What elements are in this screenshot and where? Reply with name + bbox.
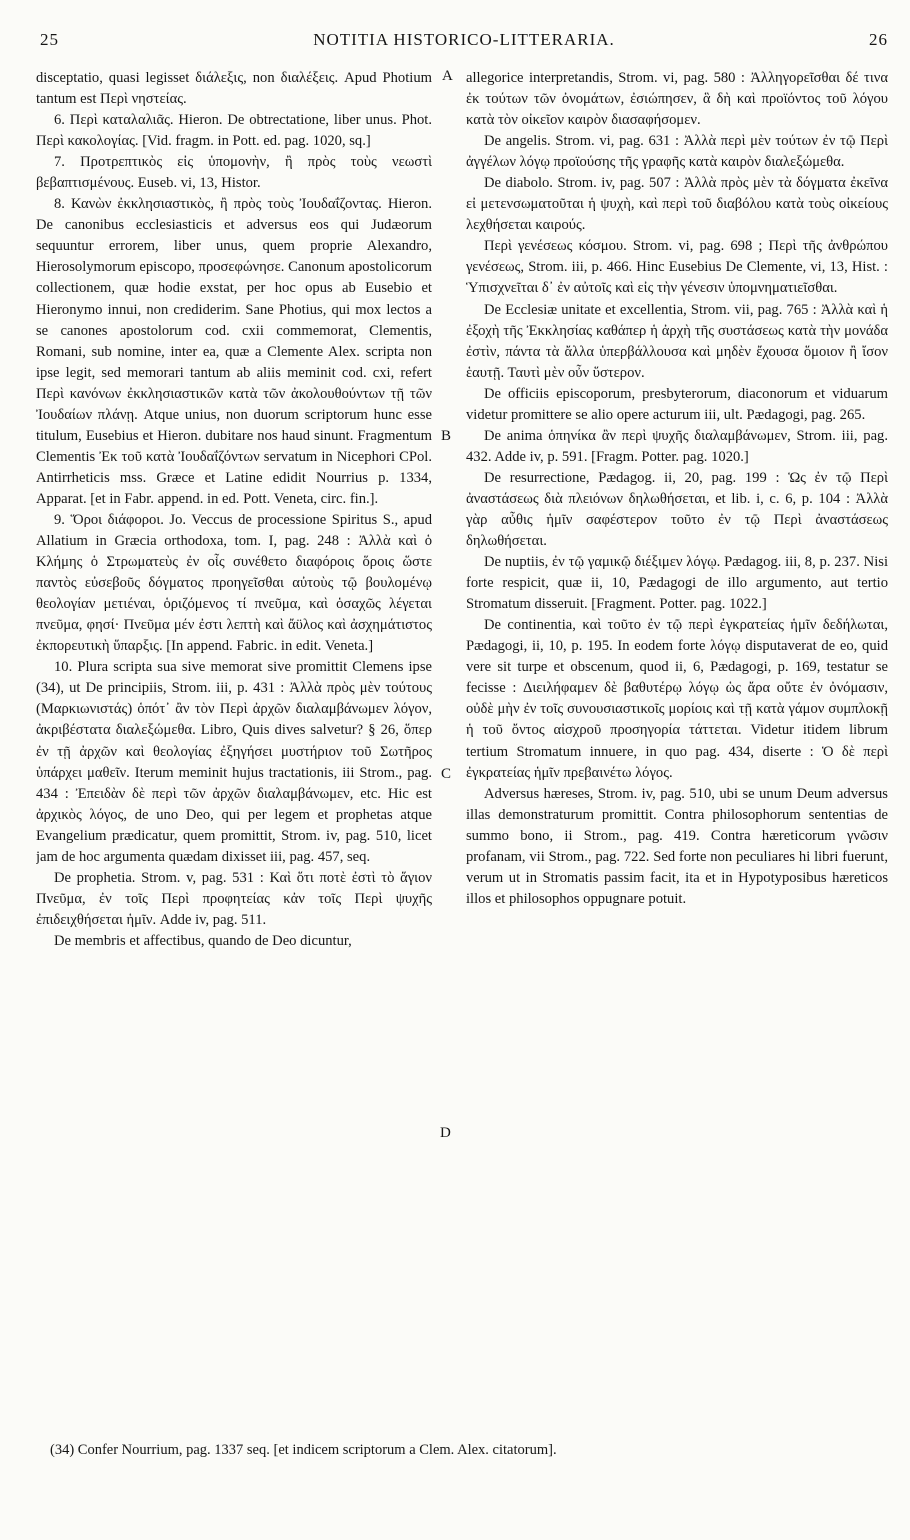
paragraph: De officiis episcoporum, presbyterorum, diaconorum et viduarum videtur promittere se alio opere acturum iii, ult. Pædagogi, pag. 265. (466, 385, 888, 423)
running-header (40, 30, 888, 54)
paragraph: Περὶ γενέσεως κόσμου. Strom. vi, pag. 698 ; Περὶ τῆς ἀνθρώπου γενέσεως, Strom. iii, p. 466. Hinc Eusebius De Clemente, vi, 13, Hist. : Ὑπισχνεῖται δ᾽ ἐν αὐτοῖς καὶ εἰς τὴν γένεσιν ὑπομνηματιεῖσθαι. (466, 238, 888, 297)
paragraph: De resurrectione, Pædagog. ii, 20, pag. 199 : Ὡς ἐν τῷ Περὶ ἀναστάσεως διὰ πλειόνων δηλωθήσεται, et lib. i, c. 6, p. 104 : Ἀλλὰ γὰρ αὖθις ἡμῖν σαφέστερον τοῦτο ἐν τῷ Περὶ ἀναστάσεως δηλωθήσεται. (466, 469, 888, 550)
paragraph: 6. Περὶ καταλαλιᾶς. Hieron. De obtrectatione, liber unus. Phot. Περὶ κακολογίας. [Vid. fragm. in Pott. ed. pag. 1020, sq.] (36, 112, 432, 150)
paragraph: 10. Plura scripta sua sive memorat sive promittit Clemens ipse (34), ut De principiis, Strom. iii, p. 431 : Ἀλλὰ πρὸς μὲν τούτους (Μαρκιωνιστάς) ὁπότ᾽ ἂν τὸν Περὶ ἀρχῶν διαλαμβάνωμεν λόγον, ἀκριβέστατα διαλεξώμεθα. Libro, Quis dives salvetur? § 26, ὅπερ ἐν τῇ ἀρχῶν καὶ θεολογίας ἐξηγήσει μυστήριον τοῦ Σωτῆρος ὑπάρχει μαθεῖν. Iterum meminit hujus tractationis, iii Strom., pag. 434 : Ἐπειδὰν δὲ περὶ τῶν ἀρχῶν διαλαμβάνωμεν, etc. Hic est ἀρχικὸς λόγος, de uno Deo, qui per legem et prophetas atque Evangelium prædicatur, quem promittit, Strom. iv, pag. 510, licet jam de hoc argumenta quædam dixisset iii, pag. 457, seq. (36, 659, 432, 865)
paragraph: disceptatio, quasi legisset διάλεξις, non διαλέξεις. Apud Photium tantum est Περὶ νηστείας. (36, 70, 432, 108)
paragraph: De nuptiis, ἐν τῷ γαμικῷ διέξιμεν λόγῳ. Pædagog. iii, 8, p. 237. Nisi forte respicit, quæ ii, 10, Pædagogi de illo argumento, aut tertio Stromatum disseruit. [Fragment. Potter. pag. 1022.] (466, 554, 888, 613)
right-column (466, 68, 888, 1438)
paragraph: Adversus hæreses, Strom. iv, pag. 510, ubi se unum Deum adversus illas demonstraturum promittit. Contra philosophorum sententias de summo bono, ii Strom., pag. 419. Contra hæreticorum γνῶσιν profanam, vii Strom., pag. 722. Sed forte non peculiares hi libri fuerunt, verum ut in Stromatis passim facit, ita et in Hypotyposibus hæreticos illos et philosophos oppugnare potuit. (466, 785, 888, 907)
margin-marker-a: A (442, 68, 453, 84)
paragraph: De anima ὁπηνίκα ἂν περὶ ψυχῆς διαλαμβάνωμεν, Strom. iii, pag. 432. Adde iv, p. 591. [Fragm. Potter. pag. 1020.] (466, 427, 888, 465)
paragraph: De prophetia. Strom. v, pag. 531 : Καὶ ὅτι ποτὲ ἐστὶ τὸ ἅγιον Πνεῦμα, ἐν τοῖς Περὶ προφητείας κἀν τοῖς Περὶ ψυχῆς ἐπιδειχθήσεται ἡμῖν. Adde iv, pag. 511. (36, 869, 432, 928)
margin-marker-b: B (441, 428, 452, 444)
paragraph: 9. Ὅροι διάφοροι. Jo. Veccus de processione Spiritus S., apud Allatium in Græcia orthodoxa, tom. I, pag. 248 : Ἀλλὰ καὶ ὁ Κλήμης ὁ Στρωματεὺς ἐν οἷς συνέθετο διαφόροις ὅροις ὥστε παντὸς εὐσεβοῦς δόγματος προηγεῖσθαι αὐτοὺς τῷ βουλομένῳ θεολογίαν μετιέναι, ὁριζόμενος τί πνεῦμα, καὶ ὁσαχῶς λέγεται πνεῦμα, φησί· Πνεῦμα μέν ἐστι λεπτὴ καὶ ἄϋλος καὶ ἀσχημάτιστος ἐκπορευτικὴ ὕπαρξις. [In append. Fabric. in edit. Veneta.] (36, 511, 432, 655)
page-number-right: 26 (869, 30, 888, 49)
margin-marker-d: D (440, 1125, 451, 1141)
left-column (36, 68, 432, 1438)
paragraph: De angelis. Strom. vi, pag. 631 : Ἀλλὰ περὶ μὲν τούτων ἐν τῷ Περὶ ἀγγέλων λόγῳ προϊούσης τῆς γραφῆς κατὰ καιρὸν διαλεξώμεθα. (466, 133, 888, 171)
paragraph: De membris et affectibus, quando de Deo dicuntur, (54, 932, 352, 949)
paragraph: De continentia, καὶ τοῦτο ἐν τῷ περὶ ἐγκρατείας ἡμῖν δεδήλωται, Pædagogi, ii, 10, p. 195. In eodem forte λόγῳ disputaverat de eo, quid vere sit turpe et obscenum, quod ii, 6, Pædagogi, p. 169, testatur se fecisse : Διειλήφαμεν δὲ βαθυτέρῳ λόγῳ ὡς ἄρα οὔτε ἐν ὀνόμασιν, οὐδὲ μὴν ἐν τοῖς συνουσιαστικοῖς μορίοις καὶ τῇ κατὰ γάμον συμπλοκῇ ἡ τοῦ ὄντος αἰσχροῦ προσηγορία τάττεται. Videtur itidem librum tertium Stromatum innuere, in quo pag. 434, diserte : Ὁ δὲ περὶ ἐγκρατείας ἡμῖν πρεβαινέτω λόγος. (466, 617, 888, 781)
paragraph: 8. Κανὼν ἐκκλησιαστικὸς, ἢ πρὸς τοὺς Ἰουδαΐζοντας. Hieron. De canonibus ecclesiasticis et adversus eos qui Judæorum sequuntur errorem, liber unus, quem proprie Alexandro, Hierosolymorum episcopo, προσεφώνησε. Canonum apostolicorum collectionem, quæ hodie exstat, per hoc opus ab Eusebio et Hieronymo innui, non crediderim. Sane Photius, qui mox lectos a se canones apostolorum cod. cxii commemorat, Clementis, Romani, sub nomine, inter ea, quæ a Clemente Alex. scripta non ipse legit, sed memorari tantum ab aliis meminit cod. cxi, refert Περὶ κανόνων ἐκκλησιαστικῶν κατὰ τῶν ἀκολουθούντων τῇ τῶν Ἰουδαίων πλάνῃ. Atque unius, non duorum scriptorum hunc esse titulum, Eusebius et Hieron. dubitare nos haud sinunt. Fragmentum Clementis Ἐκ τοῦ κατὰ Ἰουδαΐζόντων servatum in Nicephori CPol. Antirrheticis mss. Græce et Latine edidit Nourrius p. 1334, Apparat. [et in Fabr. append. in ed. Pott. Veneta, circ. fin.]. (36, 196, 432, 507)
paragraph: allegorice interpretandis, Strom. vi, pag. 580 : Ἀλληγορεῖσθαι δέ τινα ἐκ τούτων τῶν ὀνομάτων, ἐσιώπησεν, ἃ δὴ καὶ προϊόντος τοῦ λόγου κατὰ τὸν οἰκεῖον καιρὸν διασαφήσομεν. (466, 70, 888, 129)
margin-marker-c: C (441, 766, 452, 782)
paragraph: De Ecclesiæ unitate et excellentia, Strom. vii, pag. 765 : Ἀλλὰ καὶ ἡ ἐξοχὴ τῆς Ἐκκλησίας καθάπερ ἡ ἀρχὴ τῆς συστάσεως κατὰ τὴν μονάδα ἐστὶν, πάντα τὰ ἄλλα ὑπερβάλλουσα καὶ μηδὲν ἔχουσα ὅμοιον ἢ ἴσον ἑαυτῇ. Ταυτὶ μὲν οὖν ὕστερον. (466, 301, 888, 381)
paragraph: De diabolo. Strom. iv, pag. 507 : Ἀλλὰ πρὸς μὲν τὰ δόγματα ἐκεῖνα εἰ μετενσωματοῦται ἡ ψυχὴ, καὶ περὶ τοῦ διαβόλου κατὰ τοὺς οἰκείους λεχθήσεται καιρούς. (466, 175, 888, 234)
running-title: NOTITIA HISTORICO-LITTERARIA. (313, 30, 615, 49)
page-number-left: 25 (40, 30, 59, 49)
footnote: (34) Confer Nourrium, pag. 1337 seq. [et indicem scriptorum a Clem. Alex. citatorum]. (50, 1442, 557, 1458)
paragraph: 7. Προτρεπτικὸς εἰς ὑπομονὴν, ἢ πρὸς τοὺς νεωστὶ βεβαπτισμένους. Euseb. vi, 13, Histor. (36, 154, 432, 192)
